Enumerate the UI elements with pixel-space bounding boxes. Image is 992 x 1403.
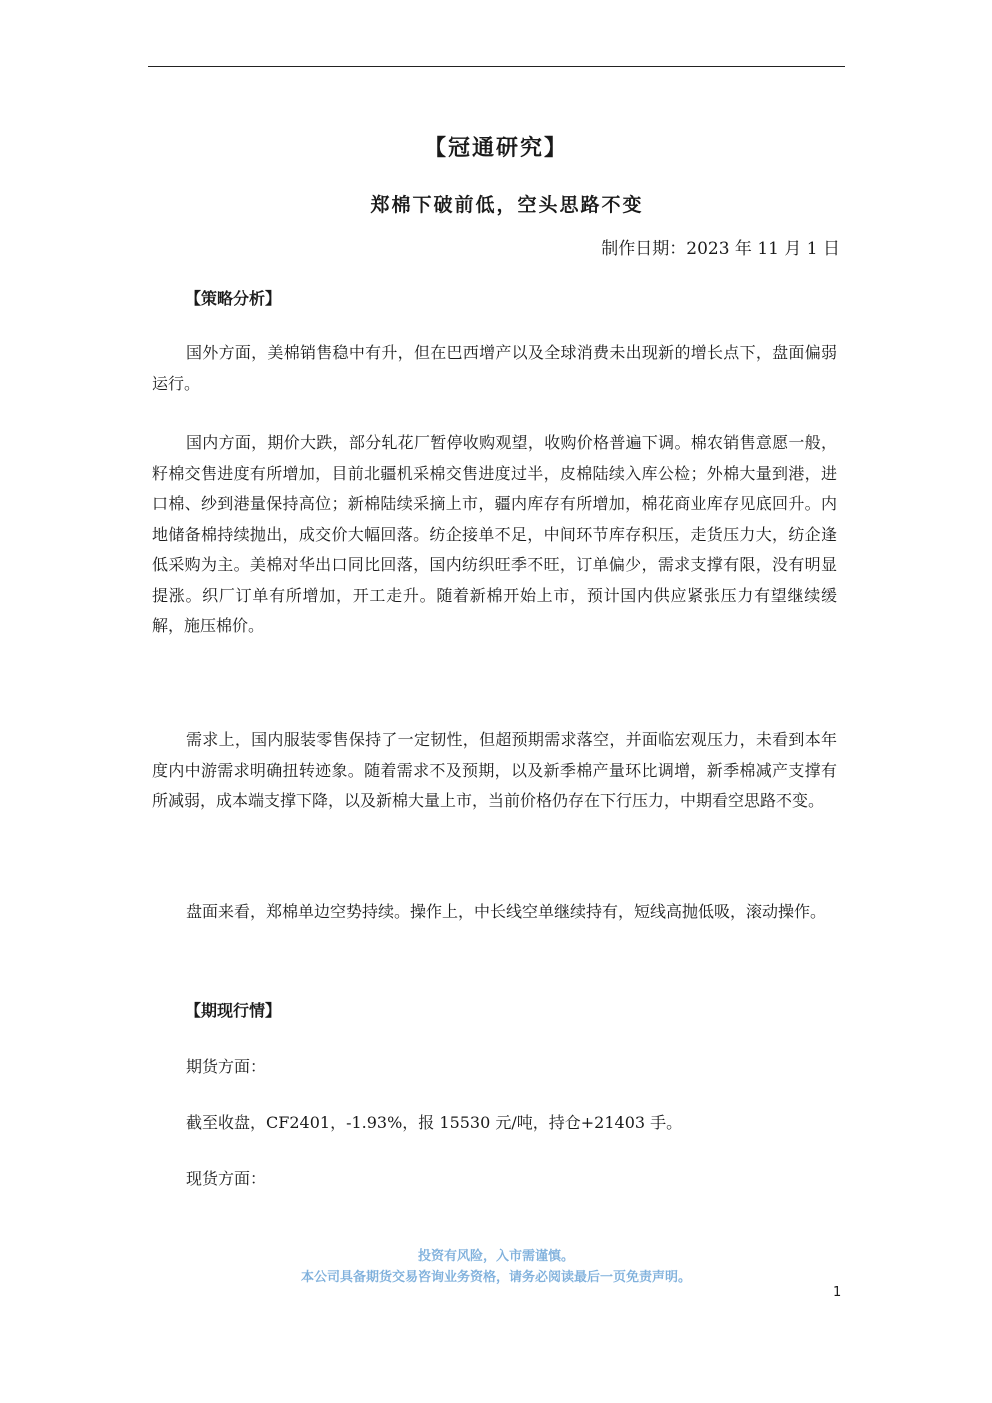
disclaimer-notice: 本公司具备期货交易咨询业务资格，请务必阅读最后一页免责声明。 (300, 1270, 691, 1285)
strategy-paragraph-1: 国外方面，美棉销售稳中有升，但在巴西增产以及全球消费未出现新的增长点下，盘面偏弱运行。 (152, 343, 837, 393)
strategy-section-title: 【策略分析】 (185, 289, 282, 308)
futures-label: 期货方面： (186, 1057, 267, 1076)
org-title: 【冠通研究】 (423, 135, 568, 161)
report-date: 制作日期：2023 年 11 月 1 日 (601, 239, 840, 259)
page-number: 1 (833, 1285, 842, 1300)
market-section-title: 【期现行情】 (185, 1001, 282, 1020)
strategy-paragraph-4: 盘面来看，郑棉单边空势持续。操作上，中长线空单继续持有，短线高抛低吸，滚动操作。 (186, 902, 827, 921)
spot-label: 现货方面： (186, 1169, 267, 1188)
header-rule (148, 66, 845, 67)
headline: 郑棉下破前低，空头思路不变 (370, 194, 644, 216)
strategy-paragraph-3: 需求上，国内服装零售保持了一定韧性，但超预期需求落空，并面临宏观压力，未看到本年度内中游需求明确扭转迹象。随着需求不及预期，以及新季棉产量环比调增，新季棉减产支撑有所减弱，成本端支撑下降，以及新棉大量上市，当前价格仍存在下行压力，中期看空思路不变。 (152, 730, 837, 810)
futures-detail: 截至收盘，CF2401，-1.93%，报 15530 元/吨，持仓+21403 手。 (186, 1113, 683, 1132)
strategy-paragraph-2: 国内方面，期价大跌，部分轧花厂暂停收购观望，收购价格普遍下调。棉农销售意愿一般，籽棉交售进度有所增加，目前北疆机采棉交售进度过半，皮棉陆续入库公检；外棉大量到港，进口棉、纱到港量保持高位；新棉陆续采摘上市，疆内库存有所增加，棉花商业库存见底回升。内地储备棉持续抛出，成交价大幅回落。纺企接单不足，中间环节库存积压，走货压力大，纺企逢低采购为主。美棉对华出口同比回落，国内纺织旺季不旺，订单偏少，需求支撑有限，没有明显提涨。织厂订单有所增加，开工走升。随着新棉开始上市，预计国内供应紧张压力有望继续缓解，施压棉价。 (152, 433, 837, 635)
risk-warning: 投资有风险，入市需谨慎。 (417, 1249, 574, 1264)
